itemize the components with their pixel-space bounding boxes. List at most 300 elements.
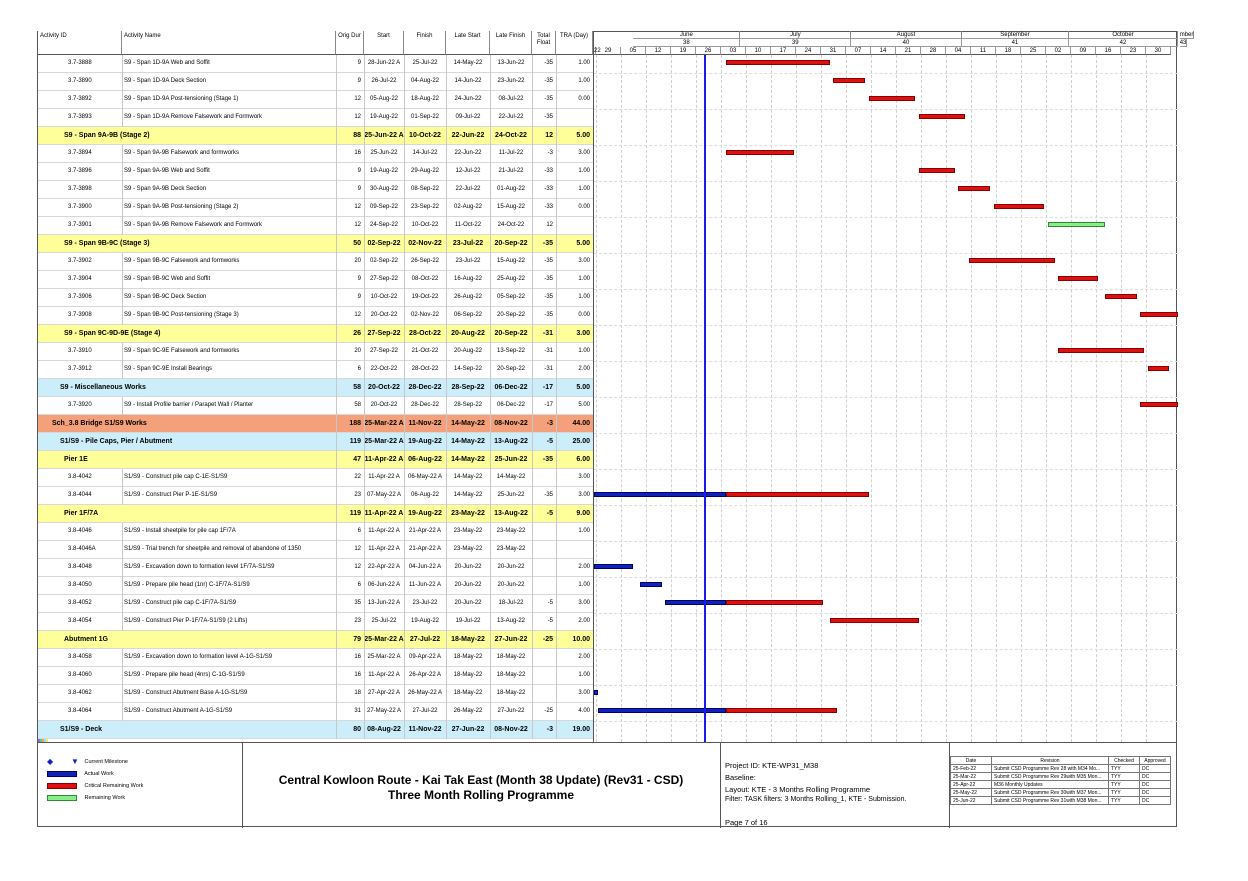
activity-row[interactable] bbox=[38, 487, 593, 505]
cell-tra: 2.00 bbox=[578, 366, 590, 372]
cell-tra: 0.00 bbox=[578, 96, 590, 102]
critical-bar[interactable] bbox=[969, 258, 1055, 263]
cell-tf: -35 bbox=[542, 240, 553, 247]
column-divider bbox=[404, 199, 405, 217]
vertical-gridline bbox=[846, 55, 847, 742]
legend-milestone bbox=[47, 757, 128, 767]
cell-tra: 1.00 bbox=[578, 60, 590, 66]
revision-cell: Submit CSD Programme Rev 30with M37 Mon... bbox=[992, 789, 1109, 797]
column-divider bbox=[490, 217, 491, 235]
cell-tra: 1.00 bbox=[578, 276, 590, 282]
cell-tf: -35 bbox=[544, 78, 553, 84]
column-divider bbox=[532, 397, 533, 415]
wbs-row[interactable] bbox=[38, 505, 593, 523]
column-divider bbox=[364, 127, 365, 145]
page-number: Page 7 of 16 bbox=[725, 818, 768, 827]
cell-name: S9 - Span 9B-9C Falsework and formworks bbox=[124, 258, 240, 264]
column-divider bbox=[490, 595, 491, 613]
critical-bar[interactable] bbox=[726, 708, 837, 713]
critical-bar[interactable] bbox=[1140, 312, 1178, 317]
column-divider bbox=[446, 253, 447, 271]
column-divider bbox=[364, 325, 365, 343]
activity-row[interactable] bbox=[38, 595, 593, 613]
cell-ls: 02-Aug-22 bbox=[453, 204, 483, 210]
activity-row[interactable] bbox=[38, 163, 593, 181]
cell-lf: 08-Nov-22 bbox=[494, 420, 528, 427]
column-divider bbox=[336, 613, 337, 631]
cell-dur: 35 bbox=[354, 600, 361, 606]
cell-dur: 80 bbox=[353, 726, 361, 733]
activity-row[interactable] bbox=[38, 307, 593, 325]
cell-start: 13-Jun-22 A bbox=[367, 600, 401, 606]
cell-start: 11-Apr-22 A bbox=[368, 546, 400, 552]
col-orig-dur[interactable]: Orig Dur bbox=[336, 31, 364, 55]
cell-start: 19-Aug-22 bbox=[369, 114, 399, 120]
column-divider bbox=[336, 325, 337, 343]
horizontal-gridline bbox=[594, 469, 1178, 470]
column-divider bbox=[556, 253, 557, 271]
column-divider bbox=[404, 721, 405, 739]
column-divider bbox=[122, 91, 123, 109]
cell-lf: 01-Aug-22 bbox=[496, 186, 526, 192]
vertical-gridline bbox=[1096, 55, 1097, 742]
column-divider bbox=[490, 631, 491, 649]
cell-dur: 9 bbox=[357, 294, 361, 300]
cell-tf: -33 bbox=[544, 186, 553, 192]
activity-row[interactable] bbox=[38, 217, 593, 235]
actual-bar[interactable] bbox=[594, 492, 726, 497]
column-divider bbox=[446, 613, 447, 631]
week-day-label: 04 bbox=[946, 47, 971, 55]
wbs-row[interactable] bbox=[38, 379, 593, 397]
activity-row[interactable] bbox=[38, 181, 593, 199]
cell-ls: 18-May-22 bbox=[451, 636, 485, 643]
column-divider bbox=[556, 649, 557, 667]
revision-row bbox=[951, 781, 1171, 789]
cell-id: Abutment 1G bbox=[64, 636, 108, 643]
column-divider bbox=[556, 235, 557, 253]
column-divider bbox=[364, 559, 365, 577]
revision-cell: Submit CSD Programme Rev 29with M35 Mon... bbox=[992, 773, 1109, 781]
week-day-label: 02 bbox=[1046, 47, 1071, 55]
cell-start: 30-Aug-22 bbox=[369, 186, 399, 192]
horizontal-gridline bbox=[594, 397, 1178, 398]
cell-start: 20-Oct-22 bbox=[370, 312, 398, 318]
cell-start: 05-Aug-22 bbox=[369, 96, 399, 102]
vertical-gridline bbox=[821, 55, 822, 742]
cell-id: S9 - Span 9A-9B (Stage 2) bbox=[64, 132, 150, 139]
activity-row[interactable] bbox=[38, 667, 593, 685]
column-divider bbox=[556, 217, 557, 235]
critical-bar[interactable] bbox=[726, 600, 822, 605]
cell-tf: -33 bbox=[544, 204, 553, 210]
horizontal-gridline bbox=[594, 145, 1178, 146]
critical-bar[interactable] bbox=[830, 618, 919, 623]
activity-row[interactable] bbox=[38, 199, 593, 217]
column-divider bbox=[404, 649, 405, 667]
cell-lf: 22-Jul-22 bbox=[498, 114, 524, 120]
critical-bar[interactable] bbox=[994, 204, 1044, 209]
cell-tf: 12 bbox=[545, 132, 553, 139]
column-divider bbox=[532, 523, 533, 541]
activity-row[interactable] bbox=[38, 523, 593, 541]
week-day-label: 12 bbox=[646, 47, 671, 55]
activity-row[interactable] bbox=[38, 469, 593, 487]
week-day-label: 17 bbox=[771, 47, 796, 55]
column-divider bbox=[404, 55, 405, 73]
critical-bar[interactable] bbox=[1140, 402, 1178, 407]
actual-bar[interactable] bbox=[594, 690, 598, 695]
vertical-gridline bbox=[696, 55, 697, 742]
week-day-label: 22 bbox=[594, 48, 601, 54]
revision-cell: Submit CSD Programme Rev 31with M38 Mon... bbox=[992, 797, 1109, 805]
col-late-start[interactable]: Late Start bbox=[446, 31, 490, 55]
column-divider bbox=[336, 379, 337, 397]
cell-id: 3.7-3892 bbox=[68, 96, 92, 102]
column-divider bbox=[364, 703, 365, 721]
column-divider bbox=[556, 181, 557, 199]
cell-start: 25-Mar-22 A bbox=[367, 654, 401, 660]
column-divider bbox=[556, 109, 557, 127]
column-divider bbox=[490, 487, 491, 505]
column-divider bbox=[446, 325, 447, 343]
activity-row[interactable] bbox=[38, 703, 593, 721]
critical-bar[interactable] bbox=[726, 150, 794, 155]
column-divider bbox=[532, 577, 533, 595]
cell-lf: 13-Aug-22 bbox=[494, 510, 528, 517]
critical-bar[interactable] bbox=[919, 168, 955, 173]
cell-finish: 08-Oct-22 bbox=[411, 276, 439, 282]
cell-tra: 5.00 bbox=[576, 132, 590, 139]
cell-finish: 19-Aug-22 bbox=[408, 510, 442, 517]
cell-id: 3.7-3894 bbox=[68, 150, 92, 156]
column-divider bbox=[532, 631, 533, 649]
cell-tf: -3 bbox=[546, 726, 553, 733]
col-activity-name[interactable]: Activity Name bbox=[122, 31, 336, 55]
column-divider bbox=[490, 163, 491, 181]
column-divider bbox=[446, 703, 447, 721]
cell-lf: 14-May-22 bbox=[496, 474, 526, 480]
activity-row[interactable] bbox=[38, 145, 593, 163]
column-divider bbox=[490, 253, 491, 271]
cell-finish: 10-Oct-22 bbox=[409, 132, 441, 139]
column-divider bbox=[122, 253, 123, 271]
column-divider bbox=[556, 163, 557, 181]
activity-row[interactable] bbox=[38, 577, 593, 595]
column-divider bbox=[336, 127, 337, 145]
revision-cell: DC bbox=[1140, 773, 1171, 781]
milestone-down-icon: ▼ bbox=[71, 756, 79, 766]
column-divider bbox=[122, 289, 123, 307]
column-divider bbox=[532, 307, 533, 325]
column-divider bbox=[446, 361, 447, 379]
activity-row[interactable] bbox=[38, 91, 593, 109]
column-divider bbox=[532, 109, 533, 127]
column-divider bbox=[336, 343, 337, 361]
cell-id: S9 - Span 9B-9C (Stage 3) bbox=[64, 240, 150, 247]
cell-dur: 22 bbox=[354, 474, 361, 480]
column-divider bbox=[532, 379, 533, 397]
cell-start: 25-Mar-22 A bbox=[364, 438, 404, 445]
actual-bar[interactable] bbox=[594, 564, 633, 569]
column-divider bbox=[336, 649, 337, 667]
activity-row[interactable] bbox=[38, 649, 593, 667]
column-divider bbox=[532, 613, 533, 631]
col-late-finish[interactable]: Late Finish bbox=[490, 31, 532, 55]
column-divider bbox=[336, 685, 337, 703]
cell-id: 3.8-4048 bbox=[68, 564, 92, 570]
column-divider bbox=[556, 523, 557, 541]
cell-name: S9 - Span 9C-9E Install Bearings bbox=[124, 366, 213, 372]
cell-tf bbox=[532, 469, 556, 486]
wbs-row[interactable] bbox=[38, 631, 593, 649]
cell-name: S1/S9 - Construct Pier P-1E-S1/S9 bbox=[124, 492, 218, 498]
revision-cell: 25-Apr-22 bbox=[951, 781, 992, 789]
column-divider bbox=[122, 541, 123, 559]
vertical-gridline bbox=[871, 55, 872, 742]
cell-start: 11-Apr-22 A bbox=[368, 528, 400, 534]
cell-ls: 20-Jun-22 bbox=[454, 582, 482, 588]
cell-start: 26-Jul-22 bbox=[371, 78, 397, 84]
cell-tf: -35 bbox=[544, 312, 553, 318]
cell-tra: 5.00 bbox=[576, 240, 590, 247]
column-divider bbox=[490, 91, 491, 109]
col-tra[interactable]: TRA (Day) bbox=[556, 31, 593, 55]
cell-ls: 27-Jun-22 bbox=[451, 726, 485, 733]
activity-row[interactable] bbox=[38, 109, 593, 127]
column-divider bbox=[556, 487, 557, 505]
wbs-row[interactable] bbox=[38, 721, 593, 739]
cell-dur: 16 bbox=[354, 672, 361, 678]
activity-row[interactable] bbox=[38, 559, 593, 577]
cell-ls: 14-Sep-22 bbox=[453, 366, 483, 372]
cell-finish: 28-Dec-22 bbox=[408, 384, 442, 391]
column-divider bbox=[404, 253, 405, 271]
activity-row[interactable] bbox=[38, 253, 593, 271]
column-divider bbox=[446, 343, 447, 361]
actual-bar[interactable] bbox=[665, 600, 726, 605]
col-start[interactable]: Start bbox=[364, 31, 404, 55]
week-day-label: 10 bbox=[746, 47, 771, 55]
legend-critical bbox=[47, 781, 143, 791]
cell-start: 20-Oct-22 bbox=[368, 384, 400, 391]
column-divider bbox=[122, 73, 123, 91]
column-divider bbox=[364, 667, 365, 685]
actual-bar[interactable] bbox=[640, 582, 661, 587]
column-divider bbox=[532, 199, 533, 217]
cell-finish: 23-Sep-22 bbox=[410, 204, 440, 210]
activity-row[interactable] bbox=[38, 361, 593, 379]
critical-bar[interactable] bbox=[1058, 348, 1144, 353]
critical-bar[interactable] bbox=[726, 60, 830, 65]
cell-ls: 24-Jun-22 bbox=[454, 96, 482, 102]
column-divider bbox=[532, 343, 533, 361]
column-divider bbox=[364, 685, 365, 703]
month-label: June bbox=[633, 31, 740, 39]
cell-start: 11-Apr-22 A bbox=[368, 672, 400, 678]
critical-bar[interactable] bbox=[1058, 276, 1097, 281]
cell-start: 27-Apr-22 A bbox=[367, 690, 401, 696]
column-divider bbox=[490, 199, 491, 217]
column-divider bbox=[404, 595, 405, 613]
activity-row[interactable] bbox=[38, 685, 593, 703]
column-divider bbox=[556, 721, 557, 739]
cell-tf bbox=[532, 685, 556, 702]
activity-row[interactable] bbox=[38, 541, 593, 559]
cell-tf bbox=[532, 667, 556, 684]
cell-lf: 20-Jun-22 bbox=[497, 582, 525, 588]
cell-start: 07-May-22 A bbox=[366, 492, 402, 498]
cell-tf: -5 bbox=[546, 438, 553, 445]
period-label: 43 bbox=[1179, 40, 1187, 46]
column-divider bbox=[336, 163, 337, 181]
vertical-gridline bbox=[771, 55, 772, 742]
wbs-row[interactable] bbox=[38, 415, 593, 433]
column-divider bbox=[490, 415, 491, 433]
column-divider bbox=[122, 217, 123, 235]
critical-bar[interactable] bbox=[869, 96, 915, 101]
activity-row[interactable] bbox=[38, 397, 593, 415]
column-divider bbox=[122, 685, 123, 703]
column-divider bbox=[532, 289, 533, 307]
column-divider bbox=[556, 559, 557, 577]
cell-tra: 2.00 bbox=[578, 618, 590, 624]
cell-ls: 28-Sep-22 bbox=[453, 402, 483, 408]
column-divider bbox=[490, 649, 491, 667]
cell-tra bbox=[556, 541, 593, 558]
column-divider bbox=[490, 271, 491, 289]
col-total-float[interactable]: Total Float bbox=[532, 31, 556, 55]
column-divider bbox=[490, 505, 491, 523]
column-divider bbox=[364, 397, 365, 415]
column-divider bbox=[490, 109, 491, 127]
vertical-gridline bbox=[621, 55, 622, 742]
column-divider bbox=[404, 487, 405, 505]
critical-bar[interactable] bbox=[1105, 294, 1137, 299]
activity-row[interactable] bbox=[38, 613, 593, 631]
layout-name: Layout: KTE - 3 Months Rolling Programme bbox=[725, 785, 871, 794]
wbs-row[interactable] bbox=[38, 235, 593, 253]
cell-ls: 23-May-22 bbox=[451, 510, 485, 517]
activity-row[interactable] bbox=[38, 271, 593, 289]
column-divider bbox=[490, 613, 491, 631]
cell-finish: 02-Nov-22 bbox=[408, 240, 442, 247]
column-divider bbox=[336, 577, 337, 595]
activity-row[interactable] bbox=[38, 343, 593, 361]
column-divider bbox=[532, 559, 533, 577]
cell-name: S9 - Span 1D-9A Web and Soffit bbox=[124, 60, 210, 66]
cell-name: S9 - Span 9A-9B Deck Section bbox=[124, 186, 207, 192]
month-label: August bbox=[851, 31, 962, 39]
column-divider bbox=[336, 721, 337, 739]
cell-tf bbox=[532, 523, 556, 540]
cell-start: 02-Sep-22 bbox=[367, 240, 401, 247]
cell-id: 3.7-3888 bbox=[68, 60, 92, 66]
column-divider bbox=[336, 433, 337, 451]
cell-tf: -5 bbox=[547, 618, 553, 624]
column-divider bbox=[364, 595, 365, 613]
cell-start: 28-Jun-22 A bbox=[367, 60, 401, 66]
col-finish[interactable]: Finish bbox=[404, 31, 446, 55]
cell-tra: 5.00 bbox=[576, 384, 590, 391]
month-label: July bbox=[740, 31, 851, 39]
col-activity-id[interactable]: Activity ID bbox=[38, 31, 122, 55]
cell-lf: 13-Sep-22 bbox=[496, 348, 526, 354]
activity-row[interactable] bbox=[38, 289, 593, 307]
revision-cell: 25-Mar-22 bbox=[951, 773, 992, 781]
column-divider bbox=[122, 577, 123, 595]
column-divider bbox=[364, 487, 365, 505]
baseline: Baseline: bbox=[725, 773, 756, 782]
column-divider bbox=[532, 433, 533, 451]
critical-bar[interactable] bbox=[919, 114, 965, 119]
cell-tf: -35 bbox=[544, 276, 553, 282]
column-divider bbox=[364, 145, 365, 163]
cell-lf: 27-Jun-22 bbox=[497, 708, 525, 714]
critical-bar[interactable] bbox=[1148, 366, 1169, 371]
milestone-diamond-icon: ◆ bbox=[47, 756, 54, 766]
column-divider bbox=[490, 703, 491, 721]
cell-finish: 11-Nov-22 bbox=[408, 726, 442, 733]
cell-dur: 23 bbox=[354, 492, 361, 498]
wbs-row[interactable] bbox=[38, 433, 593, 451]
vertical-gridline bbox=[921, 55, 922, 742]
cell-ls: 22-Jun-22 bbox=[451, 132, 485, 139]
column-divider bbox=[490, 55, 491, 73]
week-day-label: 11 bbox=[971, 47, 996, 55]
cell-finish: 26-Apr-22 A bbox=[408, 672, 442, 678]
critical-bar[interactable] bbox=[833, 78, 865, 83]
cell-lf: 21-Jul-22 bbox=[498, 168, 524, 174]
cell-lf: 20-Sep-22 bbox=[496, 312, 526, 318]
cell-id: 3.7-3910 bbox=[68, 348, 92, 354]
week-day-label: 26 bbox=[696, 47, 721, 55]
horizontal-gridline bbox=[594, 181, 1178, 182]
column-divider bbox=[446, 145, 447, 163]
wbs-row[interactable] bbox=[38, 451, 593, 469]
column-divider bbox=[490, 541, 491, 559]
wbs-row[interactable] bbox=[38, 127, 593, 145]
cell-lf: 13-Aug-22 bbox=[494, 438, 528, 445]
wbs-row[interactable] bbox=[38, 325, 593, 343]
column-divider bbox=[532, 667, 533, 685]
column-divider bbox=[122, 703, 123, 721]
cell-name: S9 - Span 9C-9E Falsework and formworks bbox=[124, 348, 240, 354]
cell-tf: 12 bbox=[546, 222, 553, 228]
remaining-bar[interactable] bbox=[1048, 222, 1105, 227]
column-divider bbox=[336, 415, 337, 433]
column-divider bbox=[404, 577, 405, 595]
column-divider bbox=[446, 595, 447, 613]
column-divider bbox=[556, 271, 557, 289]
actual-bar[interactable] bbox=[598, 708, 727, 713]
cell-lf: 20-Sep-22 bbox=[494, 330, 528, 337]
activity-row[interactable] bbox=[38, 73, 593, 91]
activity-row[interactable] bbox=[38, 55, 593, 73]
cell-ls: 23-May-22 bbox=[453, 528, 483, 534]
week-day-label: 24 bbox=[796, 47, 821, 55]
cell-start: 19-Aug-22 bbox=[369, 168, 399, 174]
column-divider bbox=[532, 325, 533, 343]
week-day-label: 31 bbox=[821, 47, 846, 55]
cell-dur: 18 bbox=[354, 690, 361, 696]
critical-bar[interactable] bbox=[726, 492, 869, 497]
column-divider bbox=[404, 559, 405, 577]
critical-bar[interactable] bbox=[958, 186, 990, 191]
column-divider bbox=[556, 577, 557, 595]
cell-finish: 11-Nov-22 bbox=[408, 420, 442, 427]
cell-ls: 23-May-22 bbox=[453, 546, 483, 552]
